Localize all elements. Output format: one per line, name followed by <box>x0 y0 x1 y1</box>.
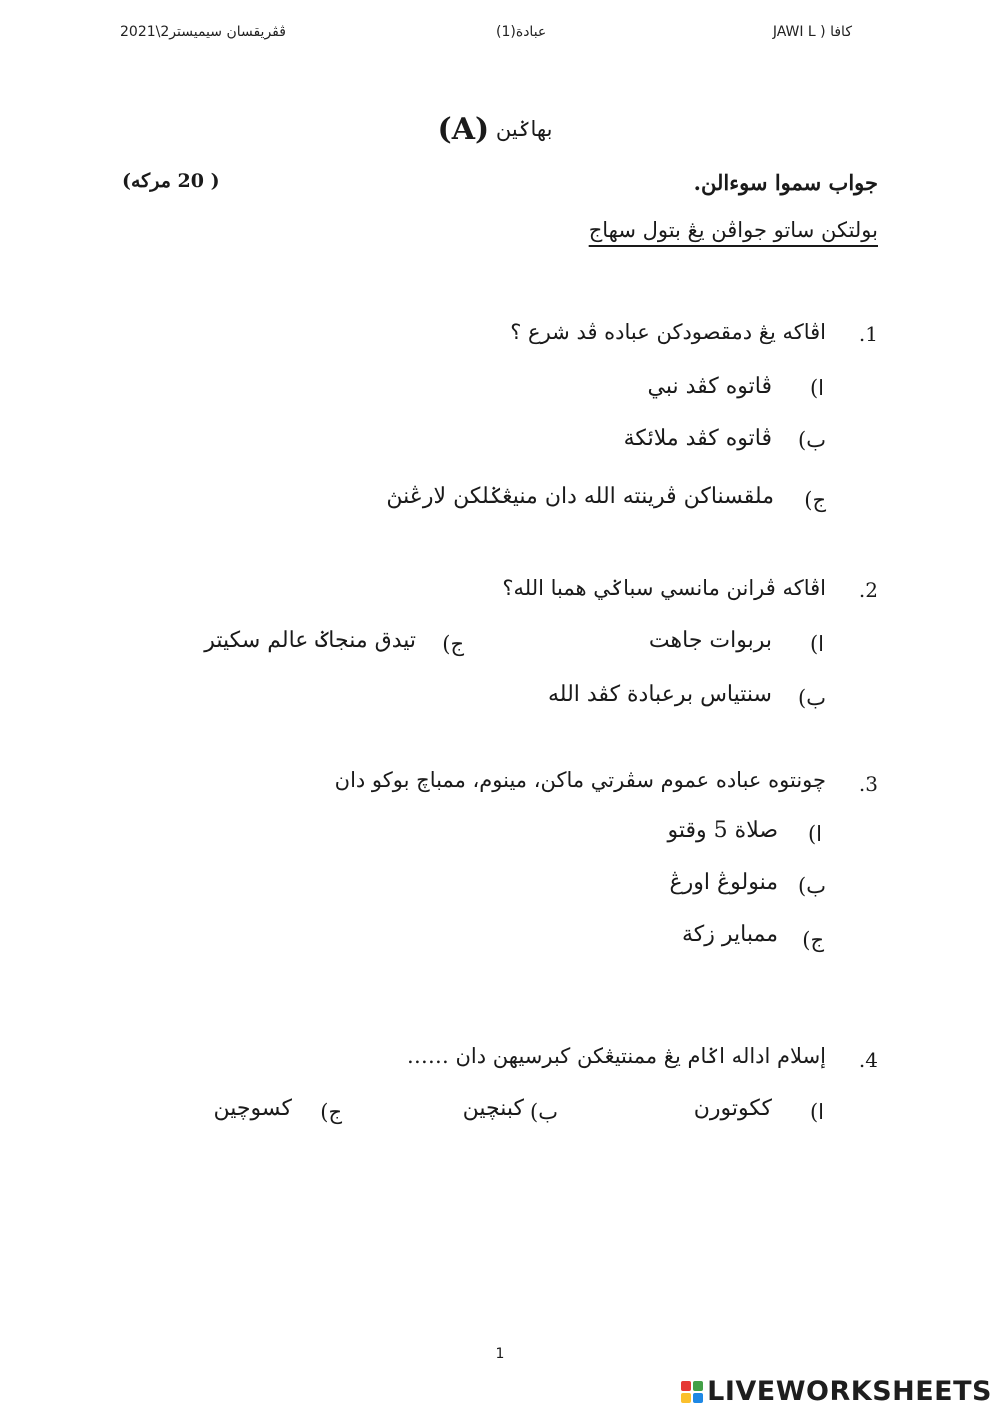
option-c[interactable]: ممباير زكة <box>682 922 778 947</box>
question-text: اڤاكه يڠ دمقصودكن عباده ڤد شرع ؟ <box>510 320 826 344</box>
option-a[interactable]: ككوتورن <box>693 1096 772 1121</box>
option-letter: ب) <box>798 874 826 898</box>
option-b[interactable]: كبنچين <box>462 1096 524 1121</box>
option-letter: ا) <box>809 1100 824 1124</box>
question-number: .2 <box>858 578 878 602</box>
option-c[interactable]: تيدق منجاݢ عالم سكيتر <box>204 628 416 653</box>
question-number: .3 <box>858 772 878 796</box>
header-exam: ڤڤريقسان سيميستر2\2021 <box>120 24 286 40</box>
page-number: 1 <box>495 1346 505 1362</box>
option-letter: ج) <box>804 488 826 512</box>
option-letter: ج) <box>442 632 464 656</box>
section-label: بهاݢين <box>495 117 553 141</box>
logo-text: LIVEWORKSHEETS <box>707 1376 992 1407</box>
question-text: اڤاكه ڤرانن مانسي سباݢي همبا الله؟ <box>502 576 826 600</box>
option-c[interactable]: كسوچين <box>213 1096 292 1121</box>
logo-square-icon <box>693 1393 703 1403</box>
question-number: .4 <box>858 1048 878 1072</box>
option-letter: ا) <box>807 822 822 846</box>
logo-icon <box>681 1381 703 1403</box>
option-b[interactable]: منولوڠ اورڠ <box>669 870 778 895</box>
header-subject: كافا ( JAWI L <box>772 24 852 40</box>
option-letter: ج) <box>802 928 824 952</box>
section-letter: (A) <box>437 112 490 147</box>
option-a[interactable]: ڤاتوه كڤد نبي <box>647 374 772 399</box>
option-a[interactable]: صلاة 5 وقتو <box>667 818 778 843</box>
marks-label: ( 20 مركه) <box>122 170 220 192</box>
sub-instruction: بولتكن ساتو جواڤن يڠ بتول سهاج <box>588 218 878 242</box>
question-text: چونتوه عباده عموم سڤرتي ماكن، مينوم، ممباچ بوكو دان <box>334 768 826 792</box>
option-b[interactable]: سنتياس برعبادة كڤد الله <box>548 682 772 707</box>
option-letter: ا) <box>809 376 824 400</box>
header-topic: عبادة(1) <box>496 24 547 40</box>
logo-square-icon <box>681 1381 691 1391</box>
option-letter: ج) <box>320 1100 342 1124</box>
logo-square-icon <box>681 1393 691 1403</box>
option-letter: ب) <box>798 686 826 710</box>
instruction: جواب سموا سوءالن. <box>693 170 878 195</box>
option-c[interactable]: ملقسناكن ڤرينته الله دان منيڠݢلكن لارڠنڽ <box>386 484 774 509</box>
logo-square-icon <box>693 1381 703 1391</box>
liveworksheets-logo[interactable] <box>681 1376 992 1407</box>
question-text: إسلام اداله اݢام يڠ ممنتيڠكن كبرسيهن دان …… <box>406 1044 826 1068</box>
option-letter: ب) <box>798 428 826 452</box>
option-letter: ب) <box>530 1100 558 1124</box>
option-a[interactable]: بربوات جاهت <box>648 628 772 653</box>
section-title <box>0 112 1000 147</box>
question-number: .1 <box>858 322 878 346</box>
option-b[interactable]: ڤاتوه كڤد ملائكة <box>623 426 772 451</box>
option-letter: ا) <box>809 632 824 656</box>
